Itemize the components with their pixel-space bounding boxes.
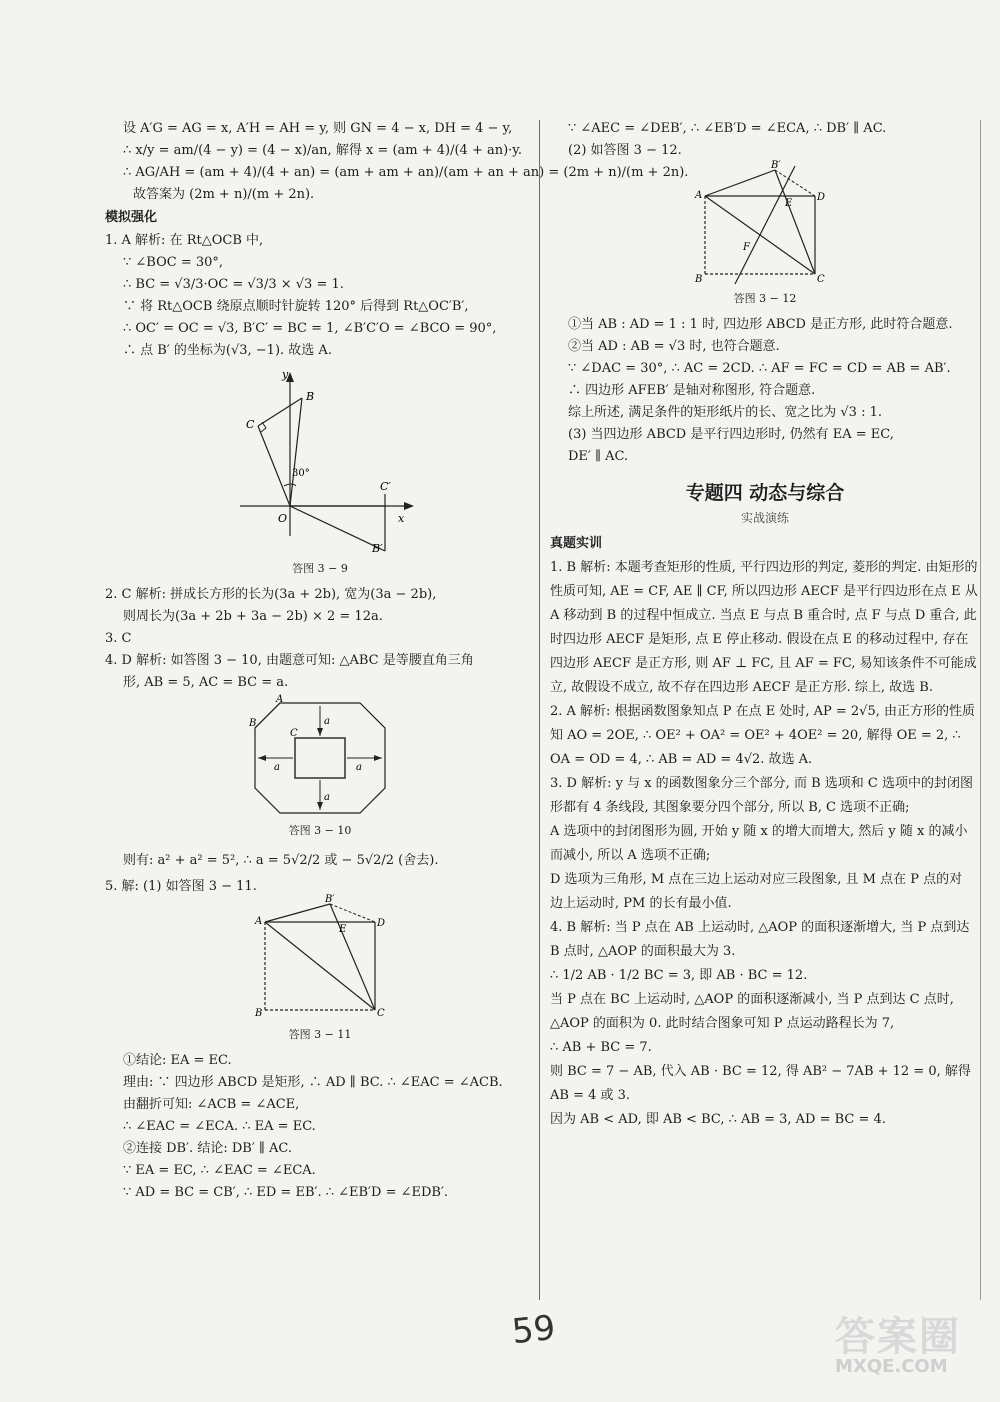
text-line: ∴ x/y = am/(4 − y) = (4 − x)/an, 解得 x = (am + 4)/(4 + an)·y. [123, 143, 523, 158]
label-x: x [398, 512, 405, 525]
label-d: D [817, 192, 826, 203]
text-line: (2) 如答图 3 − 12. [568, 143, 682, 158]
answer-paragraph: 则 BC = 7 − AB, 代入 AB · BC = 12, 得 AB² − 7AB + 12 = 0, 解得 AB = 4 或 3. [550, 1064, 971, 1103]
answer-paragraph: A 选项中的封闭图形为圆, 开始 y 随 x 的增大而增大, 然后 y 随 x 的减小而减小, 所以 A 选项不正确; [550, 824, 968, 863]
label-c: C [246, 418, 255, 431]
q5-line: 由翻折可知: ∠ACB = ∠ACE, [123, 1097, 300, 1112]
text-line: ∵ ∠DAC = 30°, ∴ AC = 2CD. ∴ AF = FC = CD = AB = AB′. [568, 361, 951, 376]
answer-paragraph: 当 P 点在 BC 上运动时, △AOP 的面积逐渐减小, 当 P 点到达 C 点时, △AOP 的面积为 0. 此时结合图象可知 P 点运动路程长为 7, [550, 992, 954, 1031]
label-b-prime: B′ [771, 160, 781, 171]
figure-3-12 [695, 160, 835, 286]
q4-result: 则有: a² + a² = 5², ∴ a = 5√2/2 或 − 5√2/2 (舍去). [123, 853, 439, 868]
label-a: A [255, 916, 263, 927]
q2-line: 则周长为(3a + 2b + 3a − 2b) × 2 = 12a. [123, 609, 383, 624]
label-b-prime: B′ [372, 542, 383, 555]
topic-subtitle: 实战演练 [740, 511, 789, 525]
figure-caption: 答图 3 − 11 [288, 1028, 352, 1041]
answer-paragraph: ∴ AB + BC = 7. [550, 1040, 652, 1055]
label-e: E [785, 198, 793, 209]
angle-label: 30° [292, 468, 310, 479]
text-line: 设 A′G = AG = x, A′H = AH = y, 则 GN = 4 − x, DH = 4 − y, [123, 121, 513, 136]
text-line: ①当 AB : AD = 1 : 1 时, 四边形 ABCD 是正方形, 此时符合题意. [568, 317, 953, 332]
label-c: C [290, 728, 298, 739]
q2-line: 2. C 解析: 拼成长方形的长为(3a + 2b), 宽为(3a − 2b), [105, 587, 437, 602]
text-line: ∴ 四边形 AFEB′ 是轴对称图形, 符合题意. [568, 383, 816, 398]
q5-line: ∴ ∠EAC = ∠ECA. ∴ EA = EC. [123, 1119, 316, 1134]
text-line: ②当 AD : AB = √3 时, 也符合题意. [568, 339, 780, 354]
text-line: 故答案为 (2m + n)/(m + 2n). [133, 187, 315, 202]
q5-line: ②连接 DB′. 结论: DB′ ∥ AC. [123, 1141, 293, 1156]
q3-line: 3. C [105, 631, 132, 646]
text-line: ∵ ∠AEC = ∠DEB′, ∴ ∠EB′D = ∠ECA, ∴ DB′ ∥ AC. [568, 121, 887, 136]
answer-paragraph: 因为 AB < AD, 即 AB < BC, ∴ AB = 3, AD = BC = 4. [550, 1112, 886, 1127]
figure-caption: 答图 3 − 10 [288, 824, 352, 837]
q1-line: ∵ ∠BOC = 30°, [123, 255, 224, 270]
label-b-prime: B′ [325, 894, 335, 905]
label-f: F [743, 242, 750, 253]
text-line: DE′ ∥ AC. [568, 449, 629, 464]
label-c-prime: C′ [380, 480, 391, 493]
answer-paragraph: 2. A 解析: 根据函数图象知点 P 在点 E 处时, AP = 2√5, 由正方形的性质知 AO = 2OE, ∴ OE² + OA² = OE² + 4OE² = 20, 解得 OE = 2, ∴ OA = OD = 4, ∴ AB = AD = 4√2. 故选 A. [550, 704, 975, 767]
label-a: A [695, 190, 703, 201]
label-a-bottom: a [324, 792, 330, 803]
watermark-url: MXQE.COM [835, 1356, 948, 1377]
q1-line: ∴ BC = √3/3·OC = √3/3 × √3 = 1. [123, 277, 344, 292]
q5-line: 5. 解: (1) 如答图 3 − 11. [105, 879, 257, 894]
page-number: 59 [510, 1307, 558, 1353]
label-b: B [249, 718, 257, 729]
answer-paragraph: 1. B 解析: 本题考查矩形的性质, 平行四边形的判定, 菱形的判定. 由矩形的性质可知, AE = CF, AE ∥ CF, 所以四边形 AECF 是平行四边形在点 E 从 A 移动到 B 的过程中恒成立. 当点 E 与点 B 重合时, 点 F 与点 D 重合, 此时四边形 AECF 是矩形, 点 E 停止移动. 假设在点 E 的移动过程中, 存在四边形 AECF 是正方形, 则 AF ⊥ FC, 且 AF = FC, 易知该条件不可能成立, 故假设不成立, 故不存在四边形 AECF 是正方形. 综上, 故选 B. [550, 560, 978, 695]
text-line: ∴ AG/AH = (am + 4)/(4 + an) = (am + am + an)/(am + an + an) = (2m + n)/(m + 2n). [123, 165, 689, 180]
q5-line: ①结论: EA = EC. [123, 1053, 232, 1068]
watermark-logo [835, 1305, 995, 1395]
q5-line: 理由: ∵ 四边形 ABCD 是矩形, ∴ AD ∥ BC. ∴ ∠EAC = ∠ACB. [123, 1075, 503, 1090]
answer-paragraph: 3. D 解析: y 与 x 的函数图象分三个部分, 而 B 选项和 C 选项中的封闭图形都有 4 条线段, 其图象要分四个部分, 所以 B, C 选项不正确; [550, 776, 973, 815]
section-heading: 模拟强化 [105, 210, 158, 225]
label-a: A [276, 694, 284, 705]
figure-caption: 答图 3 − 9 [292, 562, 348, 575]
label-b: B [255, 1008, 263, 1019]
figure-caption: 答图 3 − 12 [733, 292, 797, 305]
label-d: D [377, 918, 386, 929]
figure-3-10 [249, 694, 390, 818]
label-y: y [282, 368, 289, 381]
label-b: B [306, 390, 315, 403]
q5-line: ∵ AD = BC = CB′, ∴ ED = EB′. ∴ ∠EB′D = ∠EDB′. [123, 1185, 449, 1200]
right-column [550, 118, 980, 1132]
text-line: (3) 当四边形 ABCD 是平行四边形时, 仍然有 EA = EC, [568, 427, 894, 442]
page-edge-line [980, 120, 981, 1300]
topic-title: 专题四 动态与综合 [685, 482, 845, 504]
q5-line: ∵ EA = EC, ∴ ∠EAC = ∠ECA. [123, 1163, 316, 1178]
label-a-left: a [274, 762, 280, 773]
watermark-text: 答案圈 [835, 1314, 961, 1360]
answer-paragraph: ∴ 1/2 AB · 1/2 BC = 3, 即 AB · BC = 12. [550, 968, 808, 983]
q1-line: ∴ OC′ = OC = √3, B′C′ = BC = 1, ∠B′C′O = ∠BCO = 90°, [123, 321, 497, 336]
label-b: B [695, 274, 703, 285]
label-c: C [817, 274, 825, 285]
q1-line: ∴ 点 B′ 的坐标为(√3, −1). 故选 A. [123, 343, 332, 358]
text-line: 综上所述, 满足条件的矩形纸片的长、宽之比为 √3 : 1. [568, 405, 882, 420]
answer-paragraph: D 选项为三角形, M 点在三边上运动对应三段图象, 且 M 点在 P 点的对边上运动时, PM 的长有最小值. [550, 872, 963, 911]
figure-3-11 [255, 894, 386, 1022]
label-c: C [377, 1008, 385, 1019]
section-heading: 真题实训 [550, 536, 603, 551]
q4-line: 4. D 解析: 如答图 3 − 10, 由题意可知: △ABC 是等腰直角三角 [105, 653, 474, 668]
label-a-top: a [324, 716, 330, 727]
figure-3-9 [220, 366, 420, 556]
q1-line: ∵ 将 Rt△OCB 绕原点顺时针旋转 120° 后得到 Rt△OC′B′, [123, 299, 469, 314]
label-o: O [278, 512, 288, 525]
column-divider [539, 120, 540, 1300]
label-e: E [339, 924, 347, 935]
q4-line: 形, AB = 5, AC = BC = a. [123, 675, 289, 690]
q1-line: 1. A 解析: 在 Rt△OCB 中, [105, 233, 264, 248]
answer-paragraph: 4. B 解析: 当 P 点在 AB 上运动时, △AOP 的面积逐渐增大, 当 P 点到达 B 点时, △AOP 的面积最大为 3. [550, 920, 970, 959]
label-a-right: a [356, 762, 362, 773]
